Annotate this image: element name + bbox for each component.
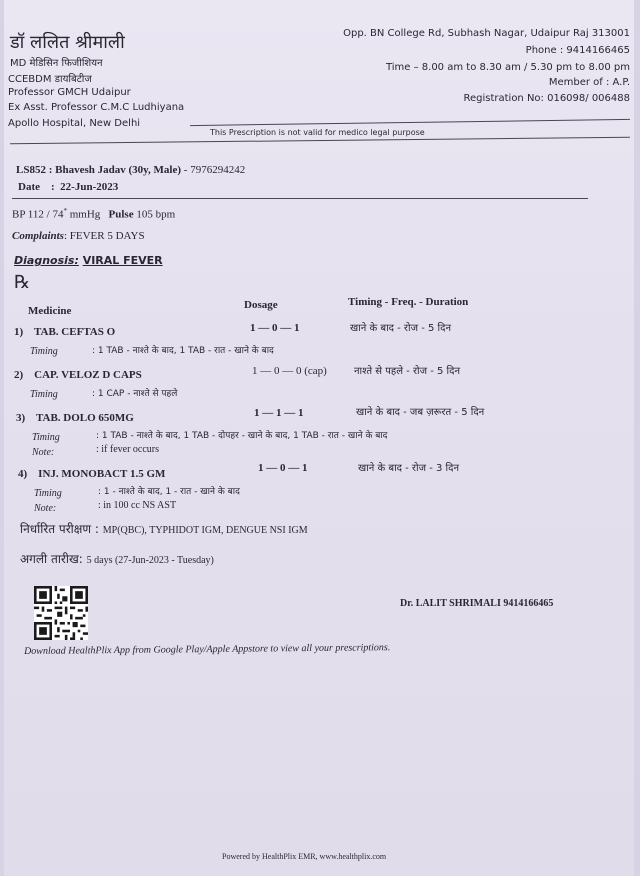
- header-medicine: Medicine: [28, 305, 72, 317]
- note-detail: : in 100 cc NS AST: [98, 500, 177, 511]
- pulse-label: Pulse: [108, 208, 134, 221]
- complaints-label: Complaints: [12, 230, 64, 242]
- medicine-name: TAB. DOLO 650MG: [35, 412, 134, 424]
- next-visit-value: 5 days (27-Jun-2023 - Tuesday): [86, 555, 214, 566]
- qualification-line: CCEBDM डायबिटीज: [8, 74, 92, 85]
- timing-label: Timing: [30, 346, 58, 357]
- header-divider: [190, 119, 630, 126]
- date-line: Date : 22-Jun-2023: [18, 181, 119, 193]
- medicine-name: CAP. VELOZ D CAPS: [34, 369, 142, 381]
- qualification-line: Ex Asst. Professor C.M.C Ludhiyana: [8, 102, 185, 113]
- header-timing: Timing - Freq. - Duration: [348, 296, 469, 308]
- qr-code: [34, 586, 88, 640]
- app-download-note: Download HealthPlix App from Google Play/Apple Appstore to view all your prescriptions.: [24, 642, 391, 657]
- clinic-address: Opp. BN College Rd, Subhash Nagar, Udaipur Raj 313001: [343, 28, 630, 39]
- patient-id: LS852: [16, 164, 46, 176]
- medicine-row: [14, 326, 115, 338]
- timing-detail: : 1 TAB - नाश्ते के बाद, 1 TAB - दोपहर - खाने के बाद, 1 TAB - रात - खाने के बाद: [96, 431, 388, 441]
- patient-name: Bhavesh Jadav (30y, Male): [55, 164, 182, 176]
- timing-label: Timing: [34, 488, 62, 499]
- complaints-line: Complaints: FEVER 5 DAYS: [12, 230, 145, 242]
- next-visit-line: [20, 550, 214, 567]
- timing-detail: : 1 - नाश्ते के बाद, 1 - रात - खाने के बाद: [98, 487, 240, 497]
- medicine-row: [16, 412, 134, 424]
- medicine-row: [14, 369, 142, 381]
- qualification-line: MD मेडिसिन फिजीशियन: [10, 58, 103, 69]
- patient-line: LS852 : Bhavesh Jadav (30y, Male) - 7976294242: [16, 164, 246, 176]
- prescription-page: [4, 0, 634, 876]
- bp-label: BP: [12, 208, 26, 221]
- vitals-line: BP 112 / 74* mmHg Pulse 105 bpm: [12, 207, 176, 221]
- doctor-name-hindi: डॉ ललित श्रीमाली: [10, 32, 125, 53]
- prescription-date: 22-Jun-2023: [60, 181, 119, 193]
- header-dosage: Dosage: [244, 299, 278, 311]
- medicine-number: 2): [14, 369, 24, 381]
- timing-detail: : 1 TAB - नाश्ते के बाद, 1 TAB - रात - खाने के बाद: [92, 346, 274, 356]
- next-visit-label: अगली तारीख:: [20, 552, 83, 566]
- medicine-frequency: खाने के बाद - रोज - 5 दिन: [350, 323, 451, 334]
- bp-value: 112 / 74: [27, 208, 64, 221]
- qualification-line: Professor GMCH Udaipur: [8, 87, 131, 98]
- medicine-frequency: खाने के बाद - जब ज़रूरत - 5 दिन: [356, 407, 485, 418]
- medicine-dosage: 1 — 0 — 1: [250, 322, 300, 334]
- note-detail: : if fever occurs: [96, 444, 160, 455]
- footer-powered-by: Powered by HealthPlix EMR, www.healthplix.com: [222, 852, 387, 861]
- diagnosis-label: Diagnosis:: [14, 254, 79, 267]
- tests-items: MP(QBC), TYPHIDOT IGM, DENGUE NSI IGM: [102, 525, 308, 536]
- doctor-signature: Dr. LALIT SHRIMALI 9414166465: [400, 598, 554, 609]
- tests-line: [20, 520, 308, 537]
- medicine-frequency: खाने के बाद - रोज - 3 दिन: [358, 463, 459, 474]
- bp-unit: mmHg: [69, 208, 101, 221]
- medicine-dosage: 1 — 0 — 1: [258, 462, 308, 474]
- medicine-row: [18, 468, 165, 480]
- timing-label: Timing: [32, 432, 60, 443]
- medicine-number: 3): [16, 412, 26, 424]
- timing-label: Timing: [30, 389, 58, 400]
- patient-divider: [12, 198, 588, 199]
- medicine-dosage: 1 — 0 — 0 (cap): [252, 365, 327, 377]
- qualification-line: Apollo Hospital, New Delhi: [8, 118, 141, 129]
- diagnosis-value: VIRAL FEVER: [82, 254, 163, 267]
- medicine-number: 1): [14, 326, 24, 338]
- timing-detail: : 1 CAP - नाश्ते से पहले: [92, 389, 178, 399]
- tests-label: निर्धारित परीक्षण :: [20, 522, 99, 536]
- medicine-frequency: नाश्ते से पहले - रोज - 5 दिन: [354, 366, 461, 377]
- medicine-dosage: 1 — 1 — 1: [254, 407, 304, 419]
- complaints-value: FEVER 5 DAYS: [69, 230, 145, 242]
- medicine-name: TAB. CEFTAS O: [33, 326, 116, 338]
- medicine-number: 4): [18, 468, 28, 480]
- note-label: Note:: [32, 447, 55, 458]
- legal-disclaimer: This Prescription is not valid for medico legal purpose: [210, 128, 425, 137]
- membership: Member of : A.P.: [548, 77, 630, 88]
- header-divider: [10, 137, 630, 144]
- note-label: Note:: [34, 503, 57, 514]
- patient-phone: - 7976294242: [183, 164, 246, 176]
- medicine-name: INJ. MONOBACT 1.5 GM: [38, 468, 166, 480]
- date-label: Date: [18, 181, 40, 193]
- clinic-phone: Phone : 9414166465: [525, 45, 630, 56]
- diagnosis-line: [14, 254, 163, 267]
- clinic-timing: Time – 8.00 am to 8.30 am / 5.30 pm to 8.00 pm: [385, 62, 630, 73]
- registration-number: Registration No: 016098/ 006488: [463, 93, 630, 104]
- pulse-value: 105 bpm: [136, 208, 176, 221]
- rx-symbol: ℞: [14, 272, 31, 292]
